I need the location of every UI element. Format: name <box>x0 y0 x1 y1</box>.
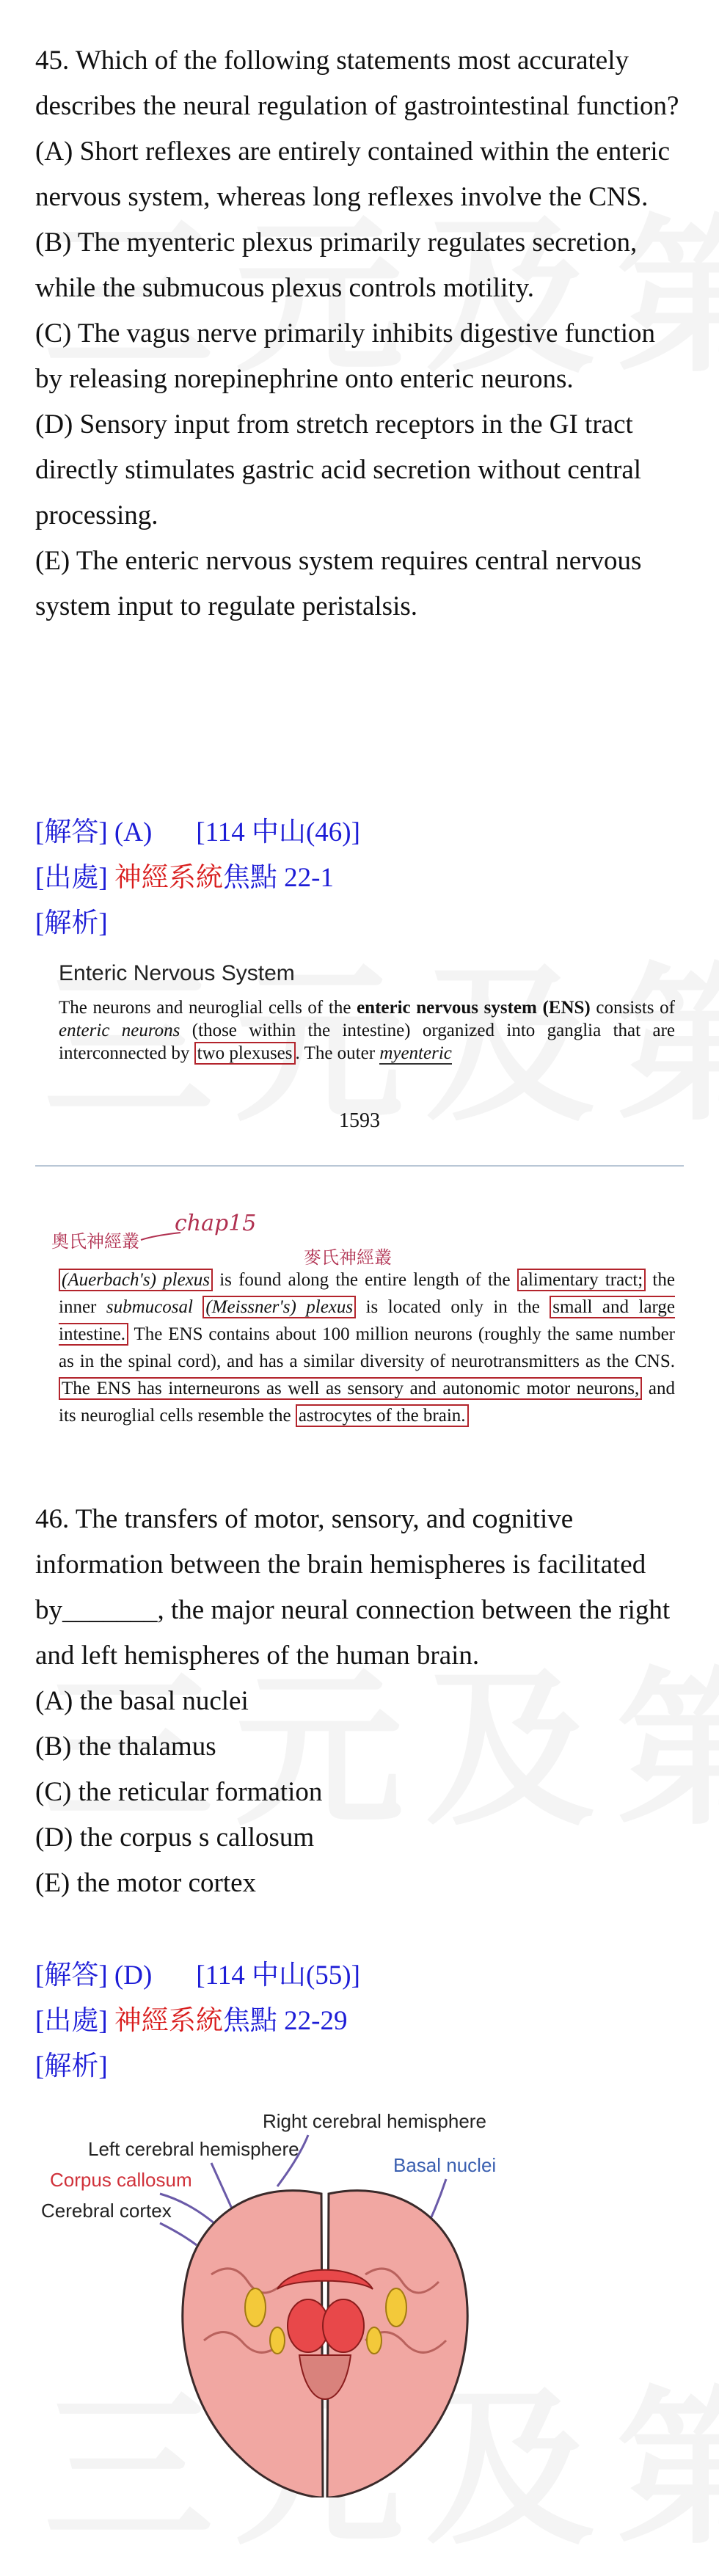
label-left-cerebral-hemisphere: Left cerebral hemisphere <box>88 2138 299 2160</box>
label-right-cerebral-hemisphere: Right cerebral hemisphere <box>263 2110 486 2132</box>
option-d: (D) Sensory input from stretch receptors in the GI tract directly stimulates gastric acid secretion without central processing. <box>35 409 642 530</box>
origin-topic: 神經系統 <box>114 863 223 893</box>
question-stem: 46. The transfers of motor, sensory, and cognitive information between the brain hemispheres is facilitated by_______, the major neural connection between the right and left hemispheres of the human brain. <box>35 1504 671 1671</box>
basal-nuclei-shape <box>245 2288 266 2327</box>
option-c: (C) the reticular formation <box>35 1777 323 1807</box>
origin-topic: 神經系統 <box>114 2006 223 2036</box>
source-reference: [114 中山(46)] <box>196 817 360 847</box>
origin-label: [出處] <box>35 2006 108 2036</box>
excerpt-heading: Enteric Nervous System <box>59 961 295 985</box>
highlight-box: (Auerbach's) plexus <box>59 1269 213 1291</box>
analysis-label: [解析] <box>35 908 108 938</box>
excerpt-italic-term: enteric neurons <box>59 1021 180 1040</box>
origin-point: 焦點 22-29 <box>222 2006 348 2036</box>
answer-value: (A) <box>114 817 153 847</box>
source-reference: [114 中山(55)] <box>196 1960 360 1991</box>
excerpt-bold-term: enteric nervous system (ENS) <box>357 998 591 1018</box>
highlight-box: astrocytes of the brain. <box>296 1404 469 1427</box>
option-c: (C) The vagus nerve primarily inhibits digestive function by releasing norepinephrine onto enteric neurons. <box>35 318 656 394</box>
highlight-box: alimentary tract; <box>517 1269 646 1291</box>
excerpt-text: (those within the intestine) organized into ganglia that are interconnected by <box>59 1021 675 1063</box>
excerpt-text: consists of <box>590 998 675 1018</box>
question-45 <box>35 38 681 630</box>
basal-nuclei-shape <box>386 2288 406 2327</box>
option-e: (E) The enteric nervous system requires central nervous system input to regulate peristalsis. <box>35 546 642 621</box>
option-b: (B) The myenteric plexus primarily regulates secretion, while the submucous plexus controls motility. <box>35 227 638 303</box>
excerpt-italic-term: submucosal <box>106 1297 193 1317</box>
excerpt-text: is located only in the <box>356 1297 550 1317</box>
excerpt-text: and its neuroglial cells resemble the <box>59 1379 675 1426</box>
analysis-label: [解析] <box>35 2051 108 2081</box>
handwritten-note-auerbach: 奧氏神經叢 <box>51 1231 139 1252</box>
excerpt-text: The ENS contains about 100 million neurons (roughly the same number as in the spinal cord), and has a similar diversity of neurotransmitters as the CNS. <box>59 1324 675 1371</box>
answer-value: (D) <box>114 1960 153 1991</box>
excerpt-text: the inner <box>59 1270 675 1317</box>
excerpt-text: The neurons and neuroglial cells of the <box>59 998 357 1018</box>
label-cerebral-cortex: Cerebral cortex <box>41 2200 172 2222</box>
origin-line <box>35 1999 347 2044</box>
leader-line <box>160 2223 197 2245</box>
answer-label: [解答] <box>35 817 108 847</box>
excerpt-paragraph-1 <box>59 996 675 1065</box>
excerpt-text: is found along the entire length of the <box>213 1270 517 1290</box>
brain-figure <box>35 2106 684 2497</box>
label-basal-nuclei: Basal nuclei <box>393 2154 497 2176</box>
leader-line <box>211 2163 232 2208</box>
handwritten-stroke <box>139 1227 183 1249</box>
question-46 <box>35 1497 681 1906</box>
basal-nuclei-shape <box>367 2327 382 2354</box>
highlight-box: two plexuses <box>194 1042 296 1065</box>
excerpt-underlined-term: myenteric <box>379 1043 452 1063</box>
question-stem: 45. Which of the following statements most accurately describes the neural regulation of gastrointestinal function? <box>35 45 679 121</box>
origin-label: [出處] <box>35 863 108 893</box>
brain-illustration <box>35 2106 684 2497</box>
excerpt-paragraph-2 <box>59 1266 675 1429</box>
highlight-box: The ENS has interneurons as well as sensory and autonomic motor neurons, <box>59 1377 642 1400</box>
answer-line <box>35 1953 360 1999</box>
origin-point: 焦點 22-1 <box>222 863 334 893</box>
origin-line <box>35 855 334 901</box>
highlight-box: (Meissner's) plexus <box>202 1296 356 1318</box>
answer-label: [解答] <box>35 1960 108 1991</box>
answer-line <box>35 810 360 855</box>
option-a: (A) Short reflexes are entirely contained within the enteric nervous system, whereas long reflexes involve the CNS. <box>35 136 671 212</box>
option-b: (B) the thalamus <box>35 1732 216 1762</box>
leader-line <box>277 2135 308 2186</box>
handwritten-note-chapter: chap15 <box>175 1211 257 1236</box>
page-divider <box>35 1165 684 1167</box>
option-d: (D) the corpus s callosum <box>35 1822 315 1853</box>
excerpt-text: . The outer <box>295 1043 380 1063</box>
page-number: 1593 <box>339 1109 380 1132</box>
basal-nuclei-shape <box>270 2327 285 2354</box>
label-corpus-callosum: Corpus callosum <box>50 2169 192 2191</box>
handwritten-note-meissner: 麥氏神經叢 <box>304 1247 392 1268</box>
thalamus-shape <box>323 2299 364 2352</box>
option-a: (A) the basal nuclei <box>35 1686 249 1716</box>
option-e: (E) the motor cortex <box>35 1868 257 1898</box>
highlight-box: small and large intestine. <box>59 1297 676 1344</box>
